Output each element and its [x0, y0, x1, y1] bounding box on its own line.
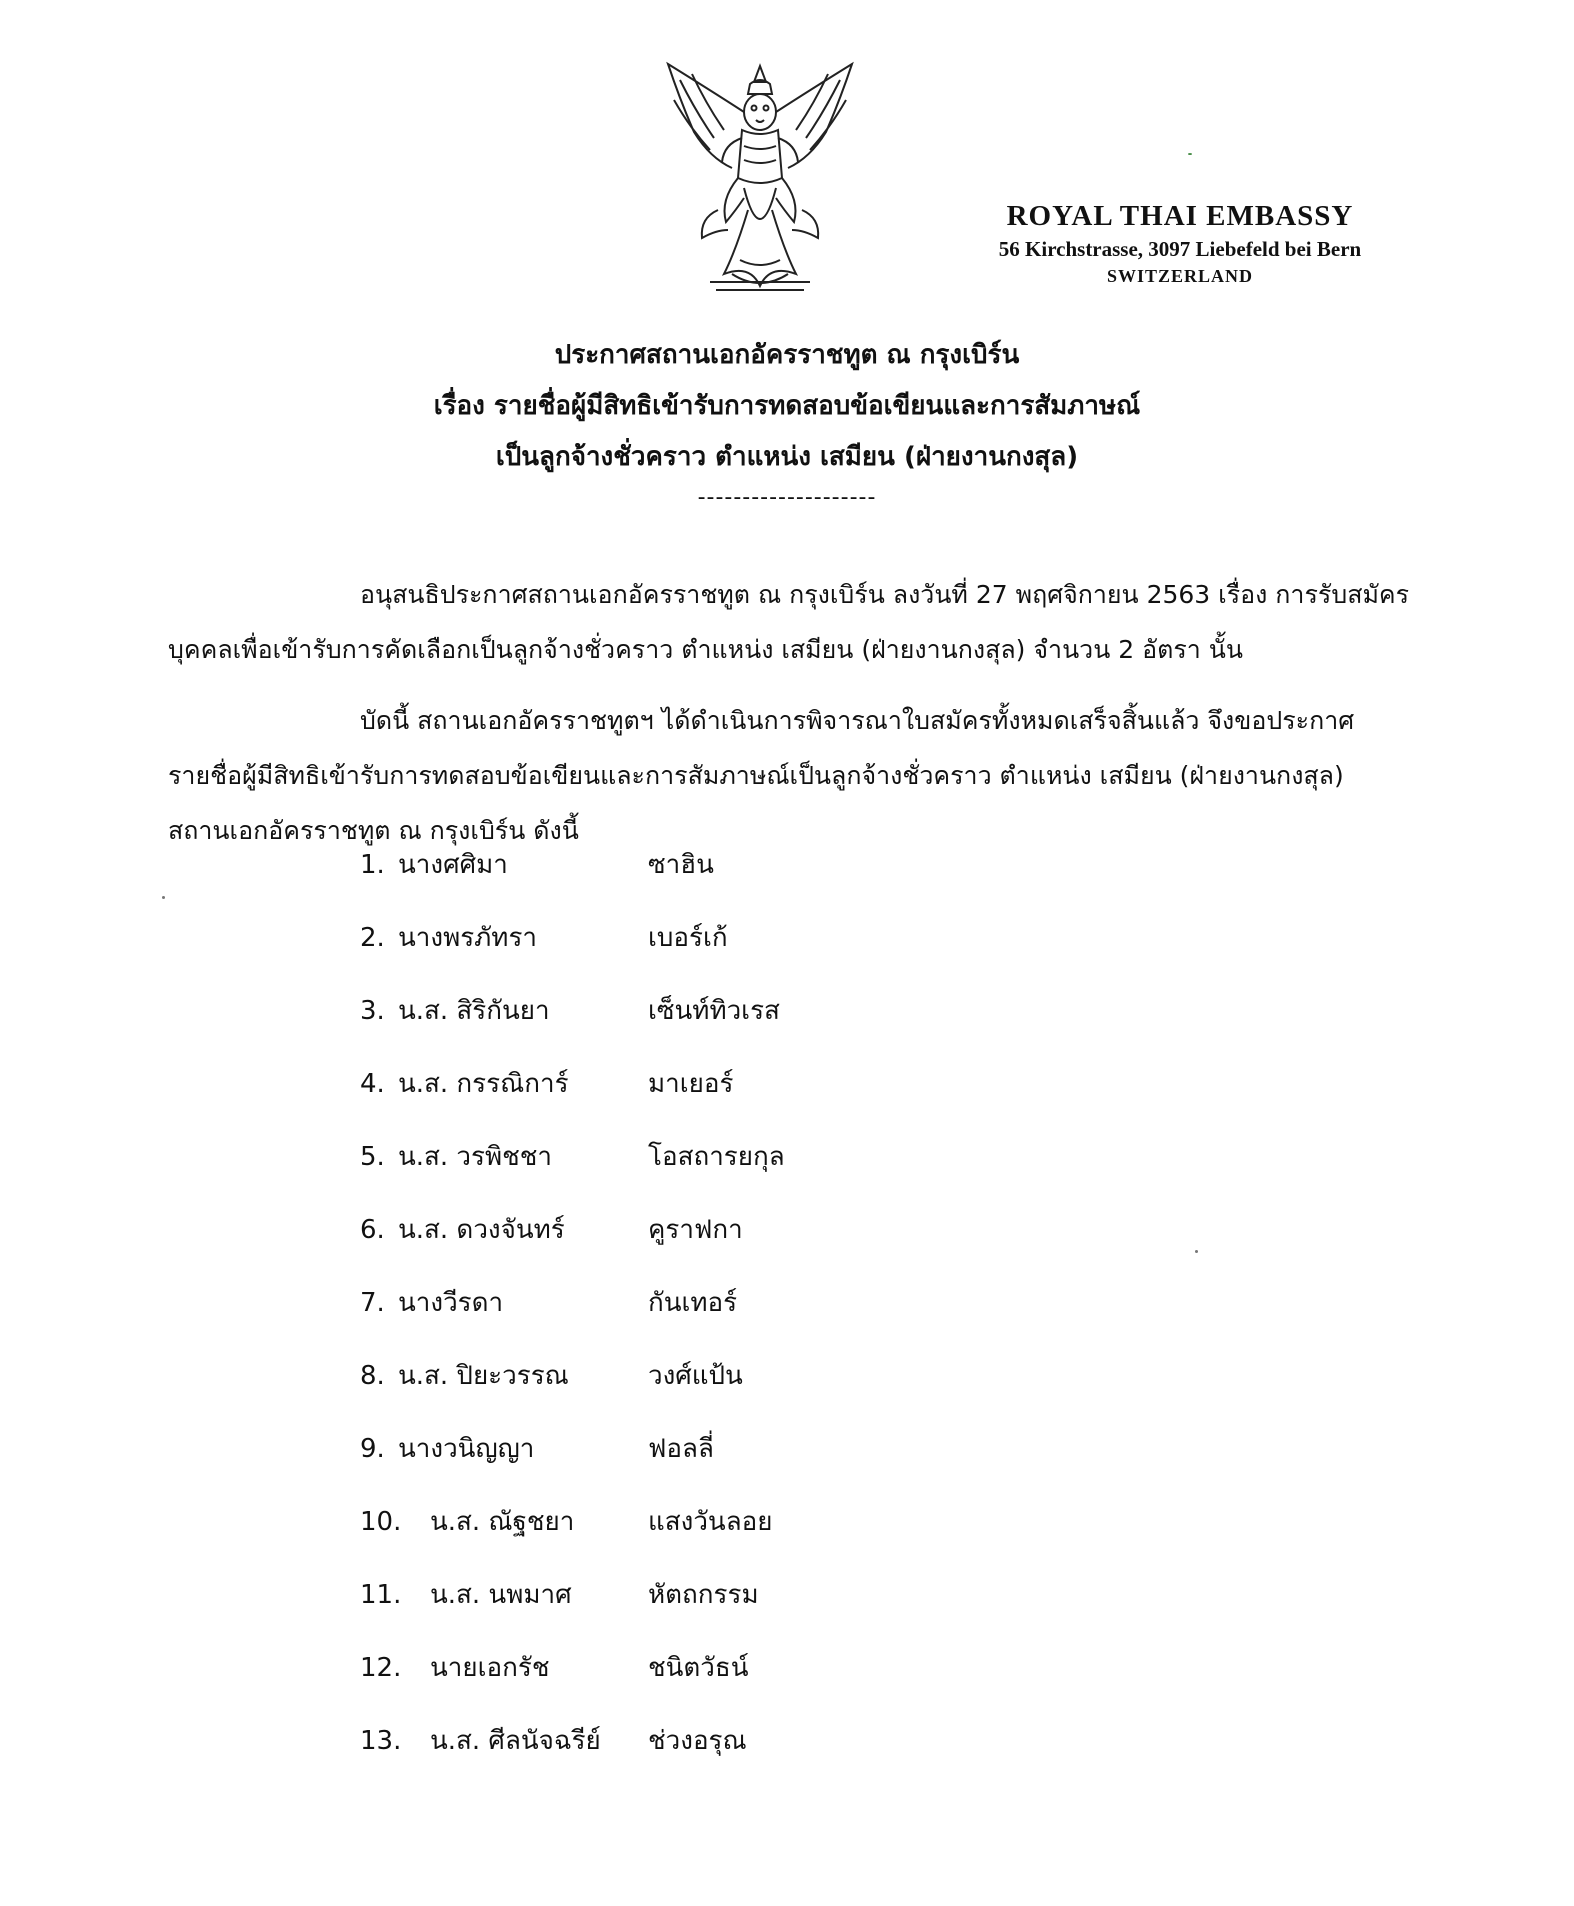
list-item [0, 1642, 1574, 1715]
candidate-number: 12. [360, 1653, 402, 1683]
paragraph-reference [168, 567, 1478, 677]
candidate-number: 4. [360, 1069, 385, 1099]
candidate-first-name: น.ส. นพมาศ [430, 1580, 572, 1610]
candidate-last-name: คูราฟกา [648, 1215, 743, 1245]
list-item [0, 1350, 1574, 1423]
paragraph-2-line-1: บัดนี้ สถานเอกอัครราชทูตฯ ได้ดำเนินการพิจารณาใบสมัครทั้งหมดเสร็จสิ้นแล้ว จึงขอประกาศ [360, 706, 1355, 735]
candidate-number: 1. [360, 850, 385, 880]
candidate-number: 13. [360, 1726, 402, 1756]
candidate-number: 6. [360, 1215, 385, 1245]
embassy-name: ROYAL THAI EMBASSY [1006, 200, 1354, 232]
list-item [0, 1569, 1574, 1642]
candidate-first-name: น.ส. กรรณิการ์ [398, 1069, 569, 1099]
title-line-3: เป็นลูกจ้างชั่วคราว ตำแหน่ง เสมียน (ฝ่ายงานกงสุล) [495, 442, 1079, 472]
list-item [0, 912, 1574, 985]
candidate-last-name: ชนิตวัธน์ [648, 1653, 749, 1683]
candidate-first-name: นางวนิญญา [398, 1434, 535, 1464]
list-item [0, 1423, 1574, 1496]
list-item [0, 985, 1574, 1058]
scan-speck [162, 896, 165, 899]
announcement-title [0, 330, 1574, 513]
candidate-first-name: นางวีรดา [398, 1288, 504, 1318]
candidate-first-name: น.ส. ปิยะวรรณ [398, 1361, 569, 1391]
list-item [0, 1204, 1574, 1277]
list-item [0, 839, 1574, 912]
candidate-first-name: นางศศิมา [398, 850, 508, 880]
embassy-address: 56 Kirchstrasse, 3097 Liebefeld bei Bern [998, 237, 1362, 261]
candidate-number: 2. [360, 923, 385, 953]
candidate-first-name: น.ส. ดวงจันทร์ [398, 1215, 565, 1245]
candidate-first-name: น.ส. ณัฐชยา [430, 1507, 575, 1537]
candidate-number: 7. [360, 1288, 385, 1318]
list-item [0, 1496, 1574, 1569]
candidate-first-name: น.ส. สิริกันยา [398, 996, 550, 1026]
paragraph-announcement [168, 693, 1478, 858]
candidate-last-name: ฟอลลี่ [648, 1434, 714, 1464]
candidate-number: 9. [360, 1434, 385, 1464]
candidate-last-name: ช่วงอรุณ [648, 1726, 747, 1756]
paragraph-2-line-2: รายชื่อผู้มีสิทธิเข้ารับการทดสอบข้อเขียนและการสัมภาษณ์เป็นลูกจ้างชั่วคราว ตำแหน่ง เสมียน (ฝ่ายงานกงสุล) [168, 761, 1344, 790]
scan-speck [1195, 1250, 1198, 1253]
candidate-list [0, 839, 1574, 1788]
candidate-first-name: น.ส. ศีลนัจฉรีย์ [430, 1726, 601, 1756]
list-item [0, 1715, 1574, 1788]
title-divider: -------------------- [697, 485, 877, 510]
candidate-last-name: มาเยอร์ [648, 1069, 734, 1099]
candidate-last-name: กันเทอร์ [648, 1288, 738, 1318]
candidate-last-name: เซ็นท์ทิวเรส [648, 996, 780, 1026]
candidate-first-name: นางพรภัทรา [398, 923, 538, 953]
candidate-number: 3. [360, 996, 385, 1026]
candidate-last-name: หัตถกรรม [648, 1580, 759, 1610]
scan-speck [1188, 153, 1192, 155]
letterhead [960, 200, 1400, 287]
candidate-last-name: ซาฮิน [648, 850, 714, 880]
candidate-number: 10. [360, 1507, 402, 1537]
title-line-1: ประกาศสถานเอกอัครราชทูต ณ กรุงเบิร์น [554, 340, 1020, 370]
candidate-number: 5. [360, 1142, 385, 1172]
candidate-last-name: โอสถารยกุล [648, 1142, 785, 1172]
candidate-last-name: แสงวันลอย [648, 1507, 773, 1537]
list-item [0, 1058, 1574, 1131]
paragraph-1-line-2: บุคคลเพื่อเข้ารับการคัดเลือกเป็นลูกจ้างชั่วคราว ตำแหน่ง เสมียน (ฝ่ายงานกงสุล) จำนวน 2 อัตรา นั้น [168, 635, 1243, 664]
candidate-first-name: น.ส. วรพิชชา [398, 1142, 553, 1172]
candidate-number: 8. [360, 1361, 385, 1391]
candidate-first-name: นายเอกรัช [430, 1653, 550, 1683]
list-item [0, 1131, 1574, 1204]
candidate-last-name: วงศ์แป้น [648, 1361, 743, 1391]
list-item [0, 1277, 1574, 1350]
paragraph-1-line-1: อนุสนธิประกาศสถานเอกอัครราชทูต ณ กรุงเบิร์น ลงวันที่ 27 พฤศจิกายน 2563 เรื่อง การรับสมัคร [360, 580, 1410, 609]
embassy-country: SWITZERLAND [1106, 266, 1254, 286]
title-line-2: เรื่อง รายชื่อผู้มีสิทธิเข้ารับการทดสอบข้อเขียนและการสัมภาษณ์ [433, 391, 1141, 421]
candidate-last-name: เบอร์เก้ [648, 923, 728, 953]
garuda-emblem-icon [640, 60, 880, 300]
paragraph-2-line-3: สถานเอกอัครราชทูต ณ กรุงเบิร์น ดังนี้ [168, 816, 579, 845]
candidate-number: 11. [360, 1580, 402, 1610]
